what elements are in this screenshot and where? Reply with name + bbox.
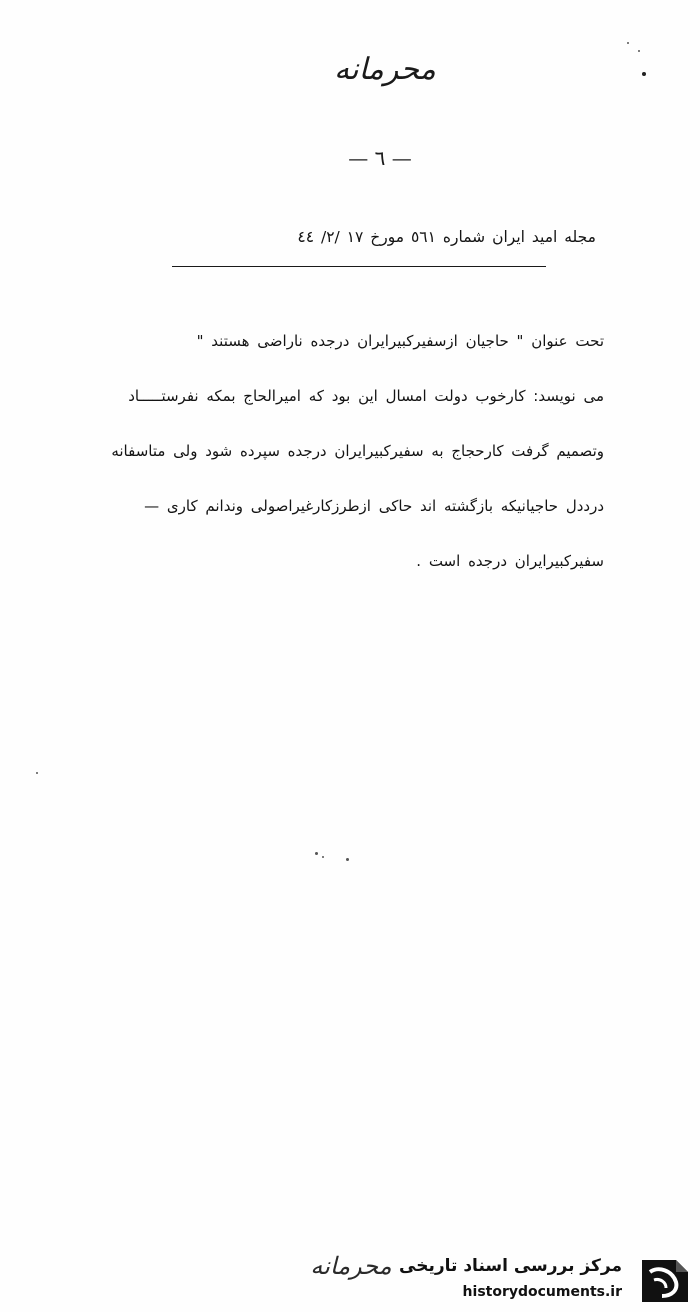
source-headline: مجله امید ایران شماره ٥٦١ مورخ ١٧ /٢/ ٤٤ bbox=[297, 228, 596, 246]
page-number: — ٦ — bbox=[348, 146, 412, 170]
archive-watermark bbox=[399, 1248, 700, 1312]
dot-mark bbox=[642, 72, 646, 76]
body-paragraph bbox=[70, 328, 604, 603]
classification-stamp-bottom: محرمانه bbox=[310, 1252, 392, 1280]
headline-underline bbox=[172, 266, 546, 267]
body-line: سفیرکبیرایران درجده است . bbox=[416, 552, 604, 570]
body-line: درددل حاجیانیکه بازگشته اند حاکی ازطرزکارغیراصولی وندانم کاری — bbox=[144, 497, 604, 515]
archive-logo-icon bbox=[632, 1252, 696, 1308]
watermark-title: مرکز بررسی اسناد تاریخی bbox=[399, 1256, 622, 1276]
classification-stamp-top: محرمانه bbox=[334, 52, 436, 87]
body-line: تحت عنوان " حاجیان ازسفیرکبیرایران درجده ناراضی هستند " bbox=[196, 332, 604, 350]
body-line: وتصمیم گرفت کارحجاج به سفیرکبیرایران درجده سپرده شود ولی متاسفانه bbox=[111, 442, 604, 460]
watermark-url: historydocuments.ir bbox=[462, 1284, 622, 1300]
body-line: می نویسد: کارخوب دولت امسال این بود که امیرالحاج بمکه نفرستـــــاد bbox=[128, 387, 604, 405]
